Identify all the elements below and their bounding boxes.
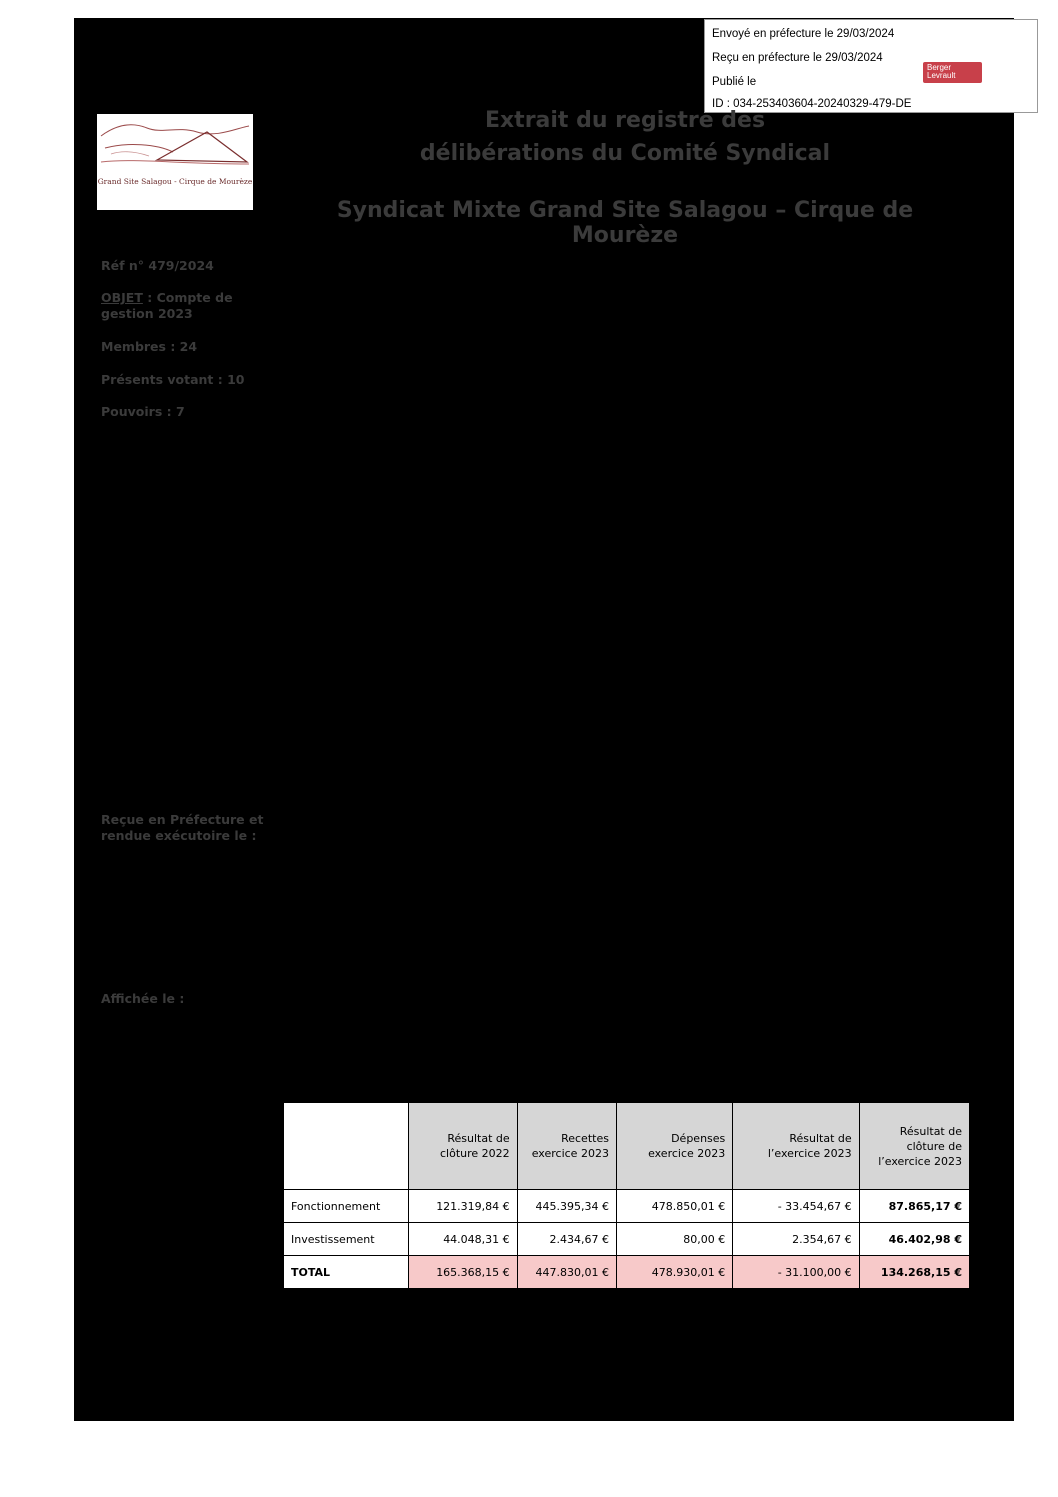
table-cell: 445.395,34 € (517, 1190, 616, 1223)
table-cell: 478.930,01 € (616, 1256, 732, 1289)
logo-caption: Grand Site Salagou - Cirque de Mourèze (97, 177, 253, 186)
table-row (284, 1223, 970, 1256)
table-cell: 2.434,67 € (517, 1223, 616, 1256)
header-cell: Recettes exercice 2023 (517, 1103, 616, 1190)
table-cell: 165.368,15 € (409, 1256, 517, 1289)
table-cell: - 33.454,67 € (733, 1190, 859, 1223)
pouvoirs-count: Pouvoirs : 7 (101, 404, 185, 419)
document-title-line2: délibérations du Comité Syndical (419, 141, 831, 166)
membres-count: Membres : 24 (101, 339, 198, 354)
presents-votant: Présents votant : 10 (101, 372, 245, 387)
prefecture-stamp (704, 19, 1038, 113)
table-cell: 80,00 € (616, 1223, 732, 1256)
header-cell: Résultat de clôture 2022 (409, 1103, 517, 1190)
results-table (283, 1102, 970, 1289)
mountain-drawing-icon (97, 114, 253, 174)
table-cell: 44.048,31 € (409, 1223, 517, 1256)
recue-prefecture: Reçue en Préfecture et rendue exécutoire le : (101, 812, 264, 843)
table-cell: 46.402,98 € (859, 1223, 969, 1256)
row-label: TOTAL (284, 1256, 409, 1289)
stamp-received: Reçu en préfecture le 29/03/2024 (712, 52, 883, 64)
row-label: Investissement (284, 1223, 409, 1256)
header-cell: Dépenses exercice 2023 (616, 1103, 732, 1190)
table-cell: 134.268,15 € (859, 1256, 969, 1289)
objet-label: OBJET : Compte de gestion 2023 (101, 290, 233, 321)
stamp-sent: Envoyé en préfecture le 29/03/2024 (712, 28, 895, 40)
table-cell: 447.830,01 € (517, 1256, 616, 1289)
berger-levrault-logo: Berger Levrault (923, 62, 982, 83)
header-cell: Résultat de l’exercice 2023 (733, 1103, 859, 1190)
table-cell: 2.354,67 € (733, 1223, 859, 1256)
table-cell: 121.319,84 € (409, 1190, 517, 1223)
stamp-id: ID : 034-253403604-20240329-479-DE (712, 98, 912, 110)
header-cell: Résultat de clôture de l’exercice 2023 (859, 1103, 969, 1190)
table-header-row (284, 1103, 970, 1190)
header-cell (284, 1103, 409, 1190)
table-row-total (284, 1256, 970, 1289)
reference-number: Réf n° 479/2024 (101, 258, 214, 273)
syndicat-name: Syndicat Mixte Grand Site Salagou – Cirque de Mourèze (336, 198, 914, 248)
table-cell: 478.850,01 € (616, 1190, 732, 1223)
affichee-le: Affichée le : (101, 991, 185, 1006)
table-cell: - 31.100,00 € (733, 1256, 859, 1289)
document-title-line1: Extrait du registre des (484, 108, 766, 133)
table-row (284, 1190, 970, 1223)
row-label: Fonctionnement (284, 1190, 409, 1223)
table-cell: 87.865,17 € (859, 1190, 969, 1223)
stamp-published: Publié le (712, 76, 757, 88)
grand-site-logo (97, 114, 253, 210)
